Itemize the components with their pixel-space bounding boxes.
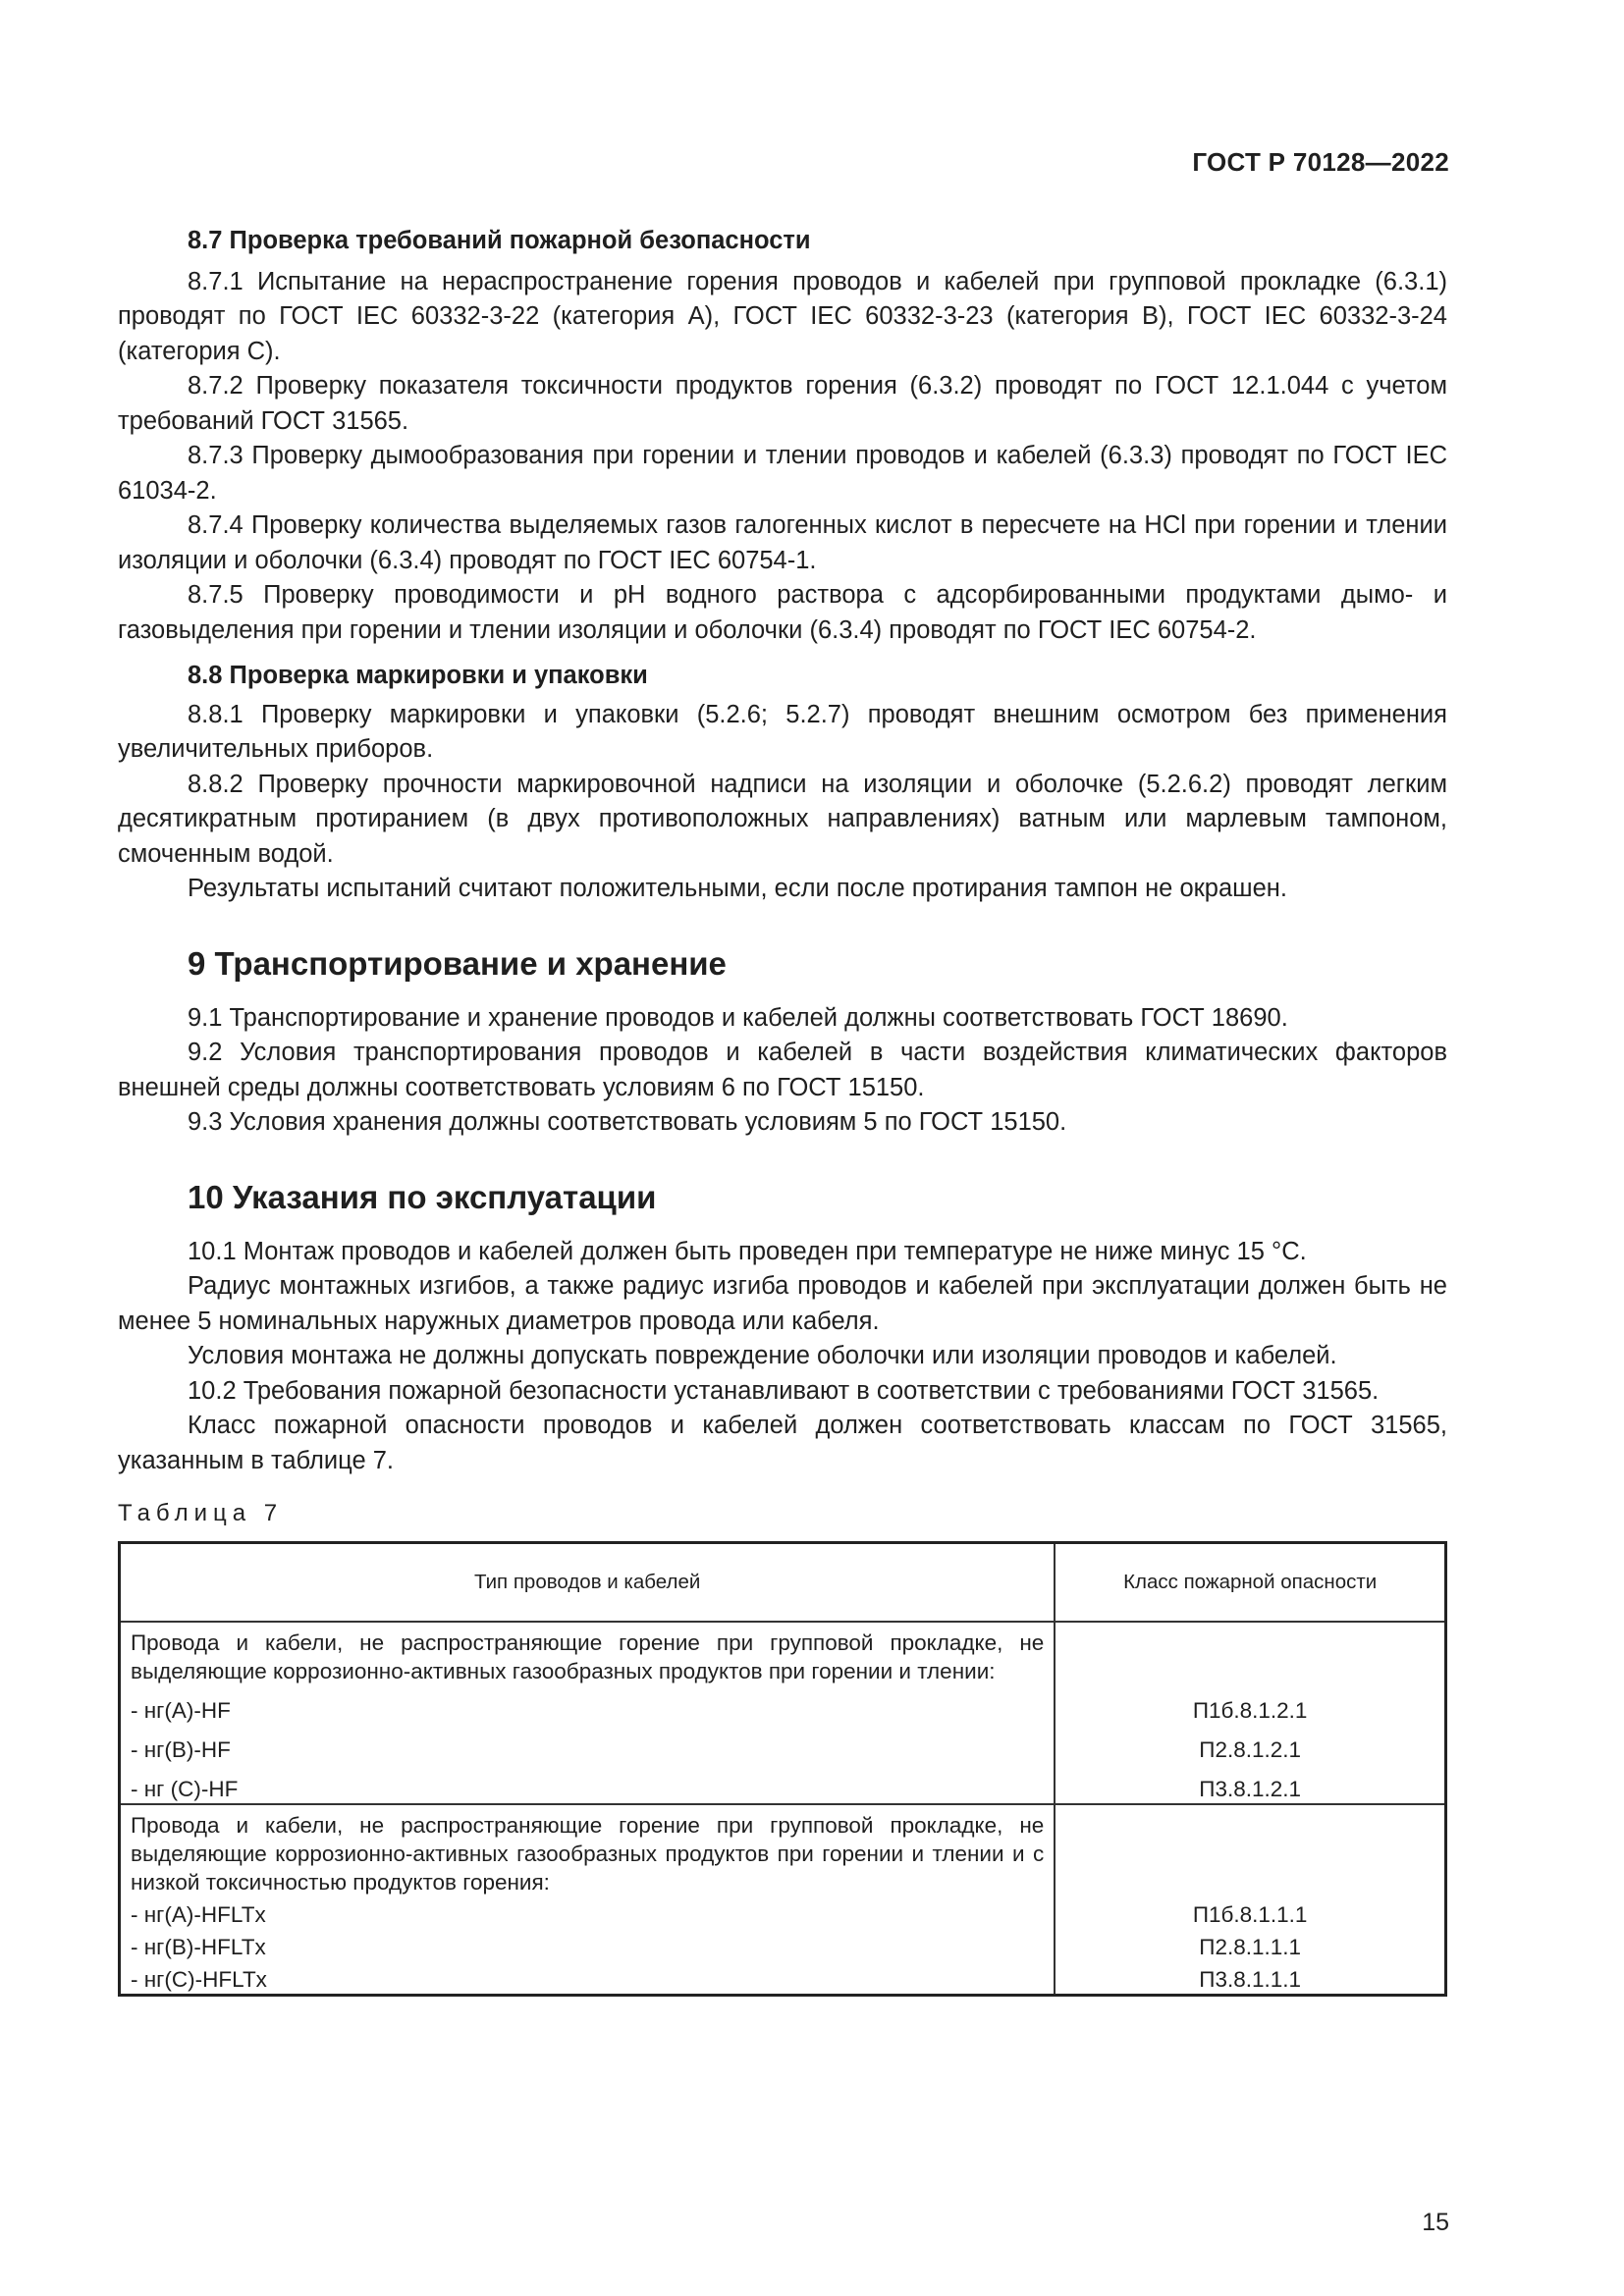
fire-class-cell: П3.8.1.1.1: [1055, 1961, 1445, 1996]
table-row: [120, 1961, 1446, 1996]
cable-type-cell: - нг(В)-HFLTx: [120, 1929, 1056, 1961]
table-group-row: [120, 1804, 1446, 1896]
section-8-8-heading: 8.8 Проверка маркировки и упаковки: [188, 662, 648, 689]
column-header-type: Тип проводов и кабелей: [120, 1542, 1056, 1622]
fire-class-cell: П1б.8.1.1.1: [1055, 1896, 1445, 1929]
paragraph-9-1: 9.1 Транспортирование и хранение проводов и кабелей должны соответствовать ГОСТ 18690.: [188, 1003, 1288, 1032]
paragraph-10-1-mounting: Условия монтажа не должны допускать повреждение оболочки или изоляции проводов и кабелей.: [188, 1342, 1337, 1369]
table-cell: [1055, 1804, 1445, 1896]
paragraph-8-7-3: 8.7.3 Проверку дымообразования при горении и тлении проводов и кабелей (6.3.3) проводят по ГОСТ IEC 61034-2.: [118, 442, 1447, 505]
paragraph-10-2: 10.2 Требования пожарной безопасности устанавливают в соответствии с требованиями ГОСТ 31565.: [188, 1376, 1380, 1405]
paragraph-8-8-results: Результаты испытаний считают положительными, если после протирания тампон не окрашен.: [188, 875, 1287, 902]
paragraph-8-7-2: 8.7.2 Проверку показателя токсичности продуктов горения (6.3.2) проводят по ГОСТ 12.1.044 с учетом требований ГОСТ 31565.: [118, 372, 1447, 435]
fire-class-cell: П2.8.1.1.1: [1055, 1929, 1445, 1961]
group-description: Провода и кабели, не распространяющие горение при групповой прокладке, не выделяющие коррозионно-активных газообразных продуктов при горении и тлении и с низкой токсичностью продуктов горения:: [120, 1804, 1056, 1896]
paragraph-9-2: 9.2 Условия транспортирования проводов и кабелей в части воздействия климатических факторов внешней среды должны соответствовать условиям 6 по ГОСТ 15150.: [118, 1039, 1447, 1101]
table-row: [120, 1764, 1446, 1804]
table-row: [120, 1929, 1446, 1961]
column-header-class: Класс пожарной опасности: [1055, 1542, 1445, 1622]
page-content: [118, 224, 1447, 1997]
section-8-7-heading: 8.7 Проверка требований пожарной безопасности: [188, 227, 811, 254]
cable-type-cell: - нг(В)-HF: [120, 1725, 1056, 1764]
table-cell: [1055, 1622, 1445, 1685]
fire-class-cell: П1б.8.1.2.1: [1055, 1685, 1445, 1725]
section-9-heading: 9 Транспортирование и хранение: [188, 944, 727, 982]
cable-type-cell: - нг(А)-HF: [120, 1685, 1056, 1725]
paragraph-8-7-4: 8.7.4 Проверку количества выделяемых газов галогенных кислот в пересчете на HCl при горении и тлении изоляции и оболочки (6.3.4) проводят по ГОСТ IEC 60754-1.: [118, 511, 1447, 574]
section-10-heading: 10 Указания по эксплуатации: [188, 1178, 657, 1215]
paragraph-8-8-2: 8.8.2 Проверку прочности маркировочной надписи на изоляции и оболочке (5.2.6.2) проводят легким десятикратным протиранием (в двух противоположных направлениях) ватным или марлевым тампоном, смоченным водой.: [118, 770, 1447, 868]
fire-class-cell: П3.8.1.2.1: [1055, 1764, 1445, 1804]
fire-class-table: [118, 1541, 1447, 1997]
table-header-row: [120, 1542, 1446, 1622]
fire-class-cell: П2.8.1.2.1: [1055, 1725, 1445, 1764]
cable-type-cell: - нг(А)-HFLTx: [120, 1896, 1056, 1929]
paragraph-9-3: 9.3 Условия хранения должны соответствовать условиям 5 по ГОСТ 15150.: [188, 1108, 1067, 1136]
table-row: [120, 1685, 1446, 1725]
cable-type-cell: - нг(С)-HFLTx: [120, 1961, 1056, 1996]
paragraph-8-7-5: 8.7.5 Проверку проводимости и pH водного раствора с адсорбированными продуктами дымо- и газовыделения при горении и тлении изоляции и оболочки (6.3.4) проводят по ГОСТ IEC 60754-2.: [118, 581, 1447, 644]
group-description: Провода и кабели, не распространяющие горение при групповой прокладке, не выделяющие коррозионно-активных газообразных продуктов при горении и тлении:: [120, 1622, 1056, 1685]
cable-type-cell: - нг (С)-HF: [120, 1764, 1056, 1804]
paragraph-8-7-1: 8.7.1 Испытание на нераспространение горения проводов и кабелей при групповой прокладке (6.3.1) проводят по ГОСТ IEC 60332-3-22 (категория А), ГОСТ IEC 60332-3-23 (категория В), ГОСТ IEC 60332-3-24 (категория С).: [118, 267, 1447, 365]
document-code: ГОСТ Р 70128—2022: [1192, 147, 1449, 177]
table-row: [120, 1896, 1446, 1929]
paragraph-10-1-radius: Радиус монтажных изгибов, а также радиус изгиба проводов и кабелей при эксплуатации должен быть не менее 5 номинальных наружных диаметров провода или кабеля.: [118, 1272, 1447, 1335]
paragraph-10-2-class: Класс пожарной опасности проводов и кабелей должен соответствовать классам по ГОСТ 31565, указанным в таблице 7.: [118, 1412, 1447, 1474]
table-group-row: [120, 1622, 1446, 1685]
paragraph-10-1: 10.1 Монтаж проводов и кабелей должен быть проведен при температуре не ниже минус 15 °С.: [188, 1237, 1307, 1265]
table-row: [120, 1725, 1446, 1764]
table-caption: Таблица 7: [118, 1500, 284, 1526]
paragraph-8-8-1: 8.8.1 Проверку маркировки и упаковки (5.2.6; 5.2.7) проводят внешним осмотром без применения увеличительных приборов.: [118, 700, 1447, 763]
page-number: 15: [1422, 2209, 1449, 2236]
